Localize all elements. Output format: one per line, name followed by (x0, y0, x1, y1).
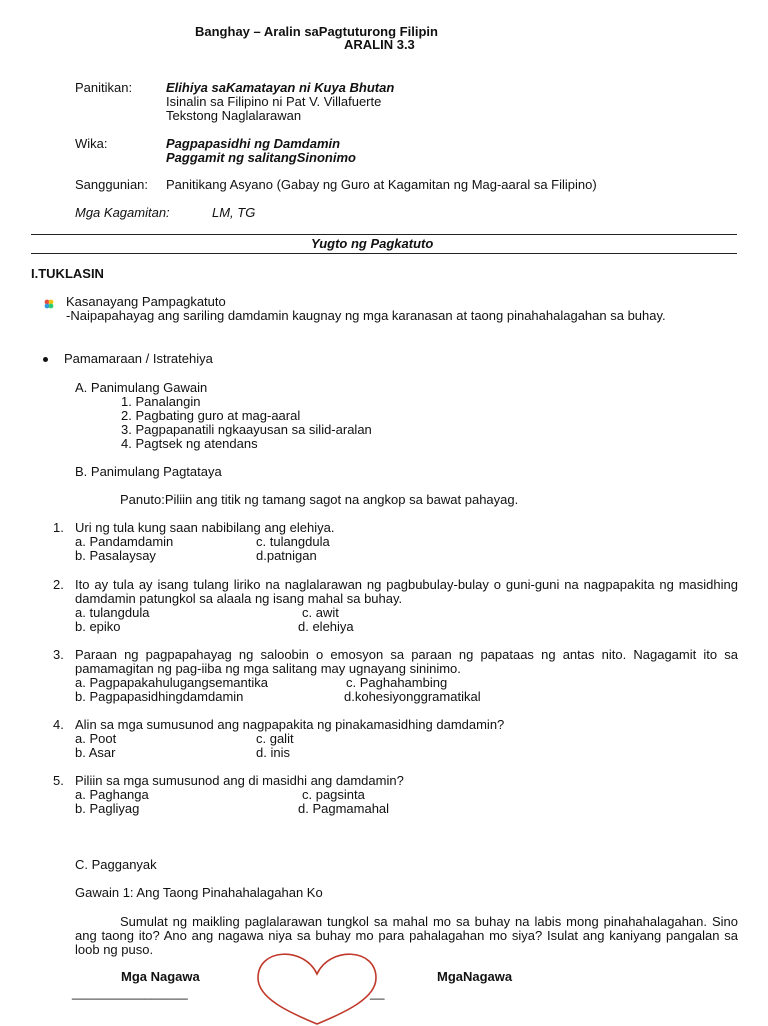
left-nagawa-label: Mga Nagawa (121, 969, 200, 984)
choice-b: b. Pagpapasidhingdamdamin (75, 689, 244, 704)
left-answer-blank: ________________ (72, 985, 188, 1000)
panuto-text: Panuto:Piliin ang titik ng tamang sagot na angkop sa bawat pahayag. (120, 492, 519, 507)
pagganyak-heading: C. Pagganyak (75, 857, 157, 872)
pamamaraan-label: Pamamaraan / Istratehiya (64, 351, 213, 366)
choice-a: a. Paghanga (75, 787, 149, 802)
choice-c: c. galit (256, 731, 294, 746)
black-dot-bullet-icon (43, 357, 48, 362)
choice-d: d. Pagmamahal (298, 801, 390, 816)
question-number: 4. (53, 717, 64, 732)
gawain-instructions: Sumulat ng maikling paglalarawan tungkol sa mahal mo sa buhay na labis mong pinahahalagahan. Sino ang taong ito? Ano ang nagawa niya sa buhay mo para pahalagahan mo siya? Isulat ang kaniyang pangalan sa loob ng puso. (75, 914, 738, 957)
question-text: Ito ay tula ay isang tulang liriko na naglalarawan ng pagbubulay-bulay o guni-guni na nagpapakita ng masidhing damdamin patungkol sa alaala ng isang mahal sa buhay. (75, 577, 738, 606)
choice-a: a. Pandamdamin (75, 534, 174, 549)
banner-bottom-rule (31, 253, 737, 254)
question-number: 5. (53, 773, 64, 788)
gawain-item: 1. Panalangin (121, 394, 201, 409)
question-text: Uri ng tula kung saan nabibilang ang elehiya. (75, 520, 335, 535)
question-text: Piliin sa mga sumusunod ang di masidhi ang damdamin? (75, 773, 404, 788)
tuklasin-heading: I.TUKLASIN (31, 266, 104, 281)
choice-d: d.patnigan (256, 548, 317, 563)
panimulang-gawain-heading: A. Panimulang Gawain (75, 380, 208, 395)
choice-c: c. Paghahambing (346, 675, 448, 690)
gawain-item: 4. Pagtsek ng atendans (121, 436, 258, 451)
right-answer-blank: __ (370, 985, 385, 1000)
heart-outline-icon (254, 950, 380, 1026)
choice-b: b. Asar (75, 745, 116, 760)
choice-b: b. Pasalaysay (75, 548, 156, 563)
kasanayan-label: Kasanayang Pampagkatuto (66, 294, 226, 309)
kasanayan-text: -Naipapahayag ang sariling damdamin kaugnay ng mga karanasan at taong pinahahalagahan sa buhay. (66, 308, 666, 323)
choice-c: c. awit (302, 605, 339, 620)
question-number: 1. (53, 520, 64, 535)
question-text: Alin sa mga sumusunod ang nagpapakita ng pinakamasidhing damdamin? (75, 717, 505, 732)
choice-a: a. tulangdula (75, 605, 150, 620)
choice-a: a. Poot (75, 731, 117, 746)
panitikan-translator: Isinalin sa Filipino ni Pat V. Villafuerte (166, 94, 382, 109)
document-title: Banghay – Aralin saPagtuturong Filipin (195, 24, 438, 39)
sanggunian-label: Sanggunian: (75, 177, 149, 192)
banner-top-rule (31, 234, 737, 235)
choice-d: d. elehiya (298, 619, 354, 634)
choice-d: d.kohesiyonggramatikal (344, 689, 481, 704)
choice-b: b. Pagliyag (75, 801, 140, 816)
gawain-item: 3. Pagpapanatili ngkaayusan sa silid-aralan (121, 422, 372, 437)
choice-a: a. Pagpapakahulugangsemantika (75, 675, 268, 690)
wika-line-1: Pagpapasidhi ng Damdamin (166, 136, 341, 151)
gawain-item: 2. Pagbating guro at mag-aaral (121, 408, 301, 423)
question-text: Paraan ng pagpapahayag ng saloobin o emosyon sa paraan ng papataas ng antas nito. Nagagamit ito sa pamamagitan ng pag-iiba ng mga salitang may ugnayang sininimo. (75, 647, 738, 676)
choice-d: d. inis (256, 745, 290, 760)
kagamitan-label: Mga Kagamitan: (75, 205, 170, 220)
lesson-number: ARALIN 3.3 (344, 37, 415, 52)
gawain-title: Gawain 1: Ang Taong Pinahahalagahan Ko (75, 885, 323, 900)
question-number: 3. (53, 647, 64, 662)
wika-label: Wika: (75, 136, 108, 151)
right-nagawa-label: MgaNagawa (437, 969, 513, 984)
panitikan-text-type: Tekstong Naglalarawan (166, 108, 302, 123)
wika-line-2: Paggamit ng salitangSinonimo (166, 150, 356, 165)
choice-c: c. tulangdula (256, 534, 330, 549)
choice-b: b. epiko (75, 619, 121, 634)
question-number: 2. (53, 577, 64, 592)
panimulang-pagtataya-heading: B. Panimulang Pagtataya (75, 464, 222, 479)
kagamitan-value: LM, TG (212, 205, 256, 220)
choice-c: c. pagsinta (302, 787, 365, 802)
panitikan-label: Panitikan: (75, 80, 133, 95)
sanggunian-value: Panitikang Asyano (Gabay ng Guro at Kagamitan ng Mag-aaral sa Filipino) (166, 177, 597, 192)
colored-star-bullet-icon (43, 298, 55, 310)
panitikan-title: Elihiya saKamatayan ni Kuya Bhutan (166, 80, 395, 95)
section-banner: Yugto ng Pagkatuto (311, 236, 434, 251)
